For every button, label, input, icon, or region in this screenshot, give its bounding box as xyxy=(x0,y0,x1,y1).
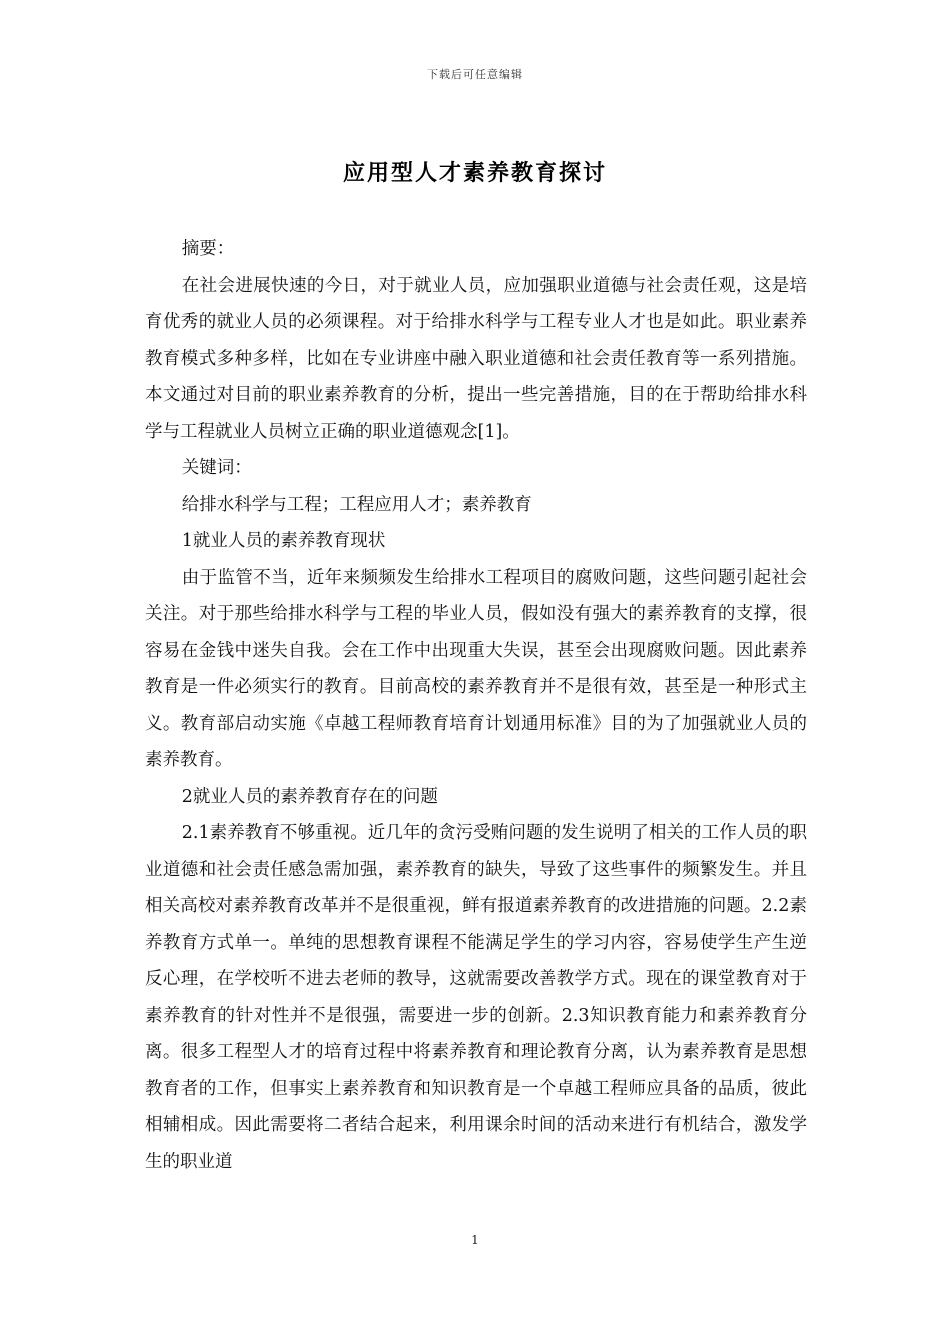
document-title: 应用型人才素养教育探讨 xyxy=(342,160,607,186)
keywords-list: 给排水科学与工程；工程应用人才；素养教育 xyxy=(181,494,532,515)
section-1-heading: 1就业人员的素养教育现状 xyxy=(181,531,386,551)
abstract-heading: 摘要： xyxy=(181,239,235,259)
abstract-paragraph: 在社会进展快速的今日，对于就业人员，应加强职业道德与社会责任观，这是培育优秀的就业人员的必须课程。对于给排水科学与工程专业人才也是如此。职业素养教育模式多种多样，比如在专业讲座中融入职业道德和社会责任教育等一系列措施。本文通过对目前的职业素养教育的分析，提出一些完善措施，目的在于帮助给排水科学与工程就业人员树立正确的职业道德观念[1]。 xyxy=(145,275,807,442)
page-number: 1 xyxy=(471,1233,479,1247)
section-2-heading: 2就业人员的素养教育存在的问题 xyxy=(181,786,438,807)
section-1-paragraph: 由于监管不当，近年来频频发生给排水工程项目的腐败问题，这些问题引起社会关注。对于那些给排水科学与工程的毕业人员，假如没有强大的素养教育的支撑，很容易在金钱中迷失自我。会在工作中出现重大失误，甚至会出现腐败问题。因此素养教育是一件必须实行的教育。目前高校的素养教育并不是很有效，甚至是一种形式主义。教育部启动实施《卓越工程师教育培育计划通用标准》目的为了加强就业人员的素养教育。 xyxy=(145,567,807,770)
page-header: 下载后可任意编辑 xyxy=(427,68,523,81)
section-2-paragraph: 2.1素养教育不够重视。近几年的贪污受贿问题的发生说明了相关的工作人员的职业道德和社会责任感急需加强，素养教育的缺失，导致了这些事件的频繁发生。并且相关高校对素养教育改革并不是很重视，鲜有报道素养教育的改进措施的问题。2.2素养教育方式单一。单纯的思想教育课程不能满足学生的学习内容，容易使学生产生逆反心理，在学校听不进去老师的教导，这就需要改善教学方式。现在的课堂教育对于素养教育的针对性并不是很强，需要进一步的创新。2.3知识教育能力和素养教育分离。很多工程型人才的培育过程中将素养教育和理论教育分离，认为素养教育是思想教育者的工作，但事实上素养教育和知识教育是一个卓越工程师应具备的品质，彼此相辅相成。因此需要将二者结合起来，利用课余时间的活动来进行有机结合，激发学生的职业道 xyxy=(145,823,807,1172)
keywords-heading: 关键词： xyxy=(181,458,252,478)
document-body xyxy=(145,231,807,1180)
